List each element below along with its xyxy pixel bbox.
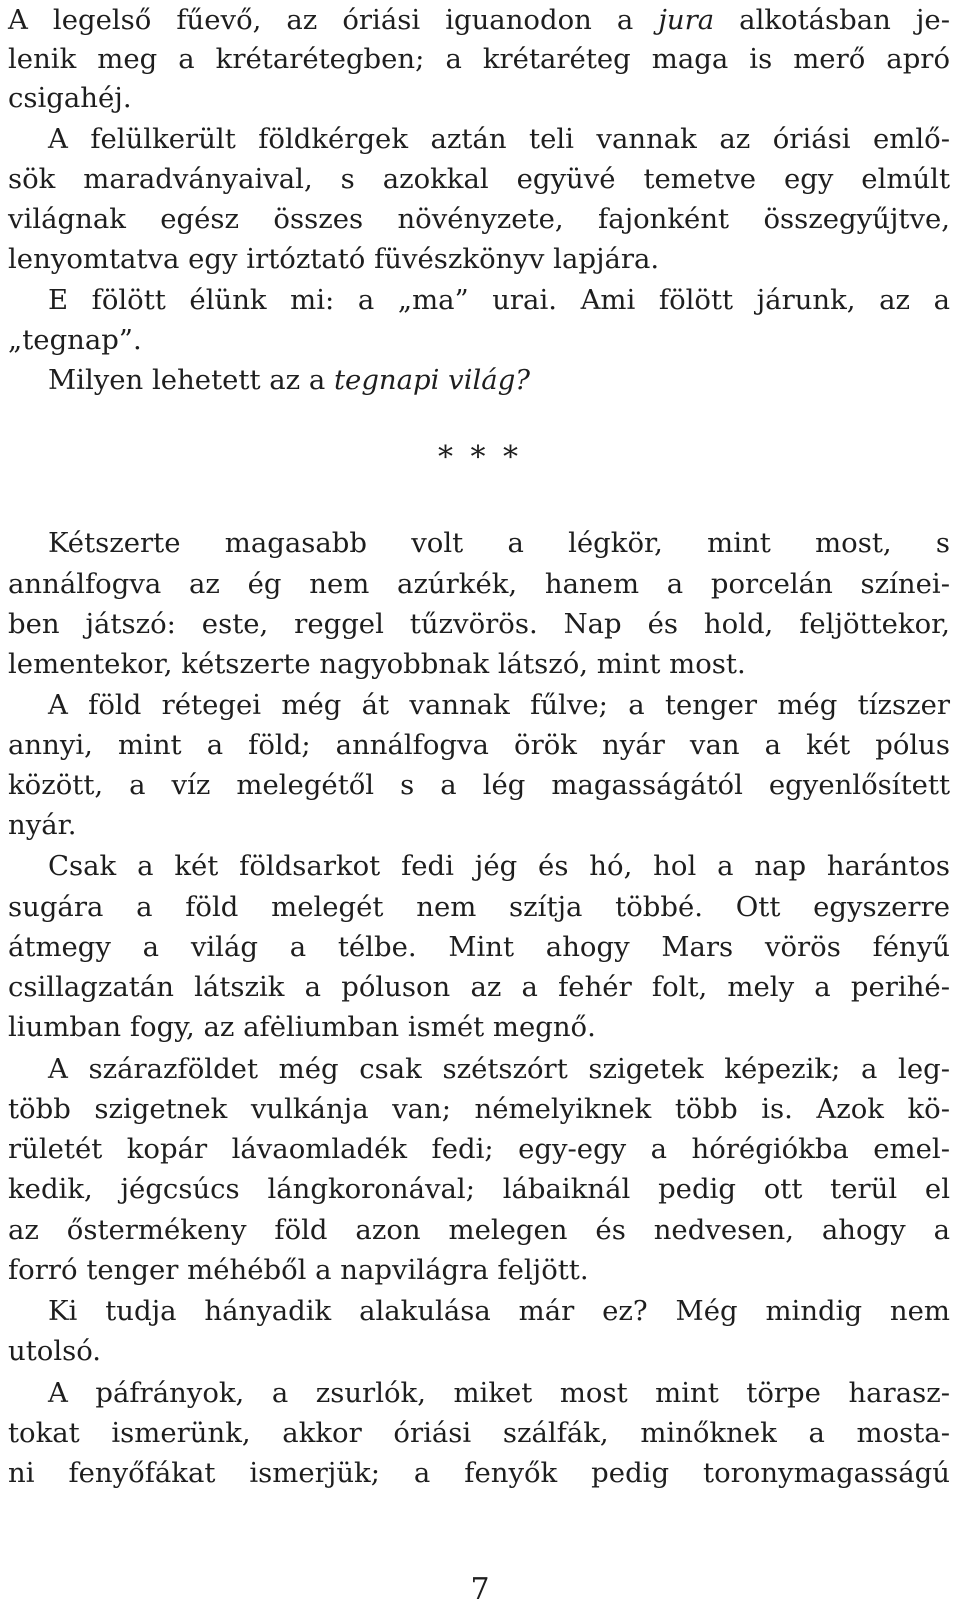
text-line: az őstermékeny föld azon melegen és nedvesen, ahogy a <box>8 1214 950 1246</box>
text-line: lenyomtatva egy irtóztató füvészkönyv lapjára. <box>8 243 660 275</box>
text-line: csillagzatán látszik a póluson az a fehér folt, mely a perihé- <box>8 971 950 1003</box>
text-line: kedik, jégcsúcs lángkoronával; lábaiknál pedig ott terül el <box>8 1173 950 1205</box>
text-line: rületét kopár lávaomladék fedi; egy-egy a hórégiókba emel- <box>8 1133 950 1165</box>
text-line: forró tenger méhéből a napvilágra feljött. <box>8 1254 589 1286</box>
section-separator: * * * <box>437 440 523 475</box>
text-line: sugára a föld melegét nem szítja többé. Ott egyszerre <box>8 891 950 923</box>
text-span: A legelső fűevő, az óriási iguanodon a <box>8 4 659 36</box>
text-line: ben játszó: este, reggel tűzvörös. Nap és hold, feljöttekor, <box>8 608 950 640</box>
text-line: ni fenyőfákat ismerjük; a fenyők pedig toronymagasságú <box>8 1457 950 1489</box>
text-line <box>8 0 950 40</box>
text-line: annyi, mint a föld; annálfogva örök nyár van a két pólus <box>8 729 950 761</box>
text-line: utolsó. <box>8 1335 102 1367</box>
text-line: „tegnap”. <box>8 324 142 356</box>
italic-span: jura <box>658 4 715 36</box>
text-line: Csak a két földsarkot fedi jég és hó, hol a nap harántos <box>48 850 950 882</box>
text-line: A páfrányok, a zsurlók, miket most mint törpe harasz- <box>48 1377 950 1409</box>
text-line: lenik meg a krétarétegben; a krétaréteg maga is merő apró <box>8 43 950 75</box>
text-line <box>48 360 530 400</box>
page-number: 7 <box>470 1572 490 1607</box>
text-line: E fölött élünk mi: a „ma” urai. Ami fölött járunk, az a <box>48 284 950 316</box>
text-line: A felülkerült földkérgek aztán teli vannak az óriási emlő- <box>48 123 950 155</box>
text-line: több szigetnek vulkánja van; némelyiknek több is. Azok kö- <box>8 1093 950 1125</box>
text-span: Milyen lehetett az a <box>48 364 334 396</box>
text-line: tokat ismerünk, akkor óriási szálfák, minőknek a mosta- <box>8 1417 950 1449</box>
text-line: között, a víz melegétől s a lég magasságától egyenlősített <box>8 769 950 801</box>
text-line: Kétszerte magasabb volt a légkör, mint most, s <box>48 527 950 559</box>
text-span: alkotásban je- <box>714 4 950 36</box>
text-line: világnak egész összes növényzete, fajonként összegyűjtve, <box>8 203 950 235</box>
text-line: átmegy a világ a télbe. Mint ahogy Mars vörös fényű <box>8 931 950 963</box>
text-line: nyár. <box>8 809 77 841</box>
text-line: A szárazföldet még csak szétszórt szigetek képezik; a leg- <box>48 1053 950 1085</box>
text-line: annálfogva az ég nem azúrkék, hanem a porcelán színei- <box>8 568 950 600</box>
italic-span: tegnapi világ? <box>334 364 531 396</box>
text-line: lementekor, kétszerte nagyobbnak látszó, mint most. <box>8 648 746 680</box>
text-line: liumban fogy, az afėliumban ismét megnő. <box>8 1011 596 1043</box>
text-line: csigahéj. <box>8 82 132 114</box>
text-line: Ki tudja hányadik alakulása már ez? Még mindig nem <box>48 1295 950 1327</box>
text-line: A föld rétegei még át vannak fűlve; a tenger még tízszer <box>48 689 950 721</box>
text-line: sök maradványaival, s azokkal együvé temetve egy elmúlt <box>8 163 950 195</box>
